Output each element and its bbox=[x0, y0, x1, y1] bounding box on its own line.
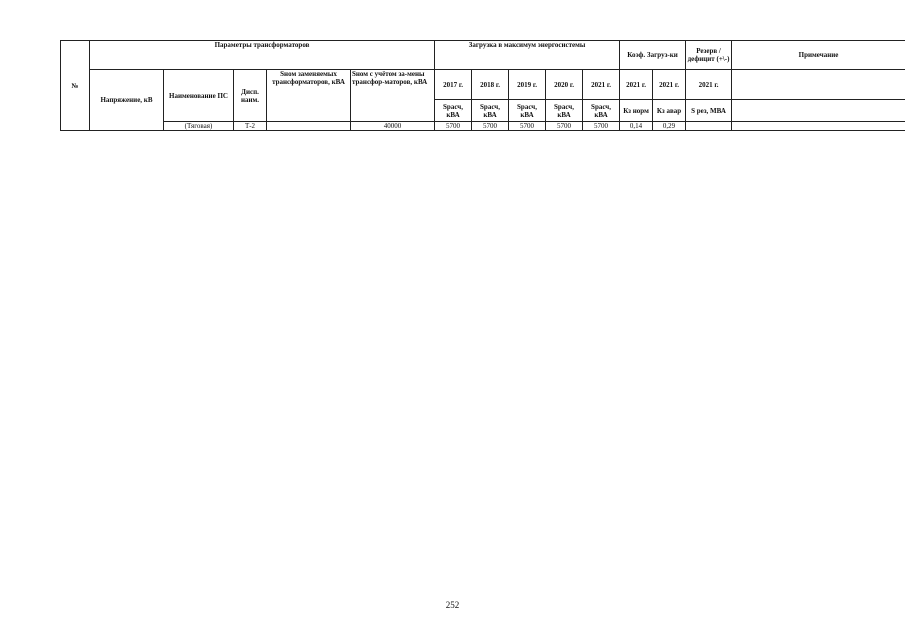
load-2018-cell: 5700 bbox=[472, 122, 509, 131]
group-load-header: Загрузка в максимум энергосистемы bbox=[435, 41, 620, 70]
transformer-table bbox=[60, 40, 905, 131]
table-row bbox=[61, 122, 905, 131]
load-2019-cell: 5700 bbox=[509, 122, 546, 131]
load-2020-cell: 5700 bbox=[546, 122, 583, 131]
col-voltage-header: Напряжение, кВ bbox=[90, 70, 164, 131]
note-empty-cell bbox=[732, 100, 905, 122]
kz-avar-cell: 0,29 bbox=[653, 122, 686, 131]
coef-year-norm-header: 2021 г. bbox=[620, 70, 653, 100]
unit-reserve: S рез, МВА bbox=[686, 100, 732, 122]
substation-cell: (Тяговая) bbox=[164, 122, 234, 131]
snom-after-cell: 40000 bbox=[351, 122, 435, 131]
col-note-header: Примечание bbox=[732, 41, 905, 70]
unit-load-2020: Sрасч, кВА bbox=[546, 100, 583, 122]
unit-load-2017: Sрасч, кВА bbox=[435, 100, 472, 122]
year-2021-header: 2021 г. bbox=[583, 70, 620, 100]
note-cell bbox=[732, 122, 905, 131]
kz-norm-cell: 0,14 bbox=[620, 122, 653, 131]
snom-replaced-cell bbox=[267, 122, 351, 131]
unit-kz-avar: Кз авар bbox=[653, 100, 686, 122]
coef-year-avar-header: 2021 г. bbox=[653, 70, 686, 100]
unit-load-2018: Sрасч, кВА bbox=[472, 100, 509, 122]
col-disp-header: Дисп. наим. bbox=[234, 70, 267, 122]
col-snom-replaced-header: Sном заменяемых трансформаторов, кВА bbox=[267, 70, 351, 122]
group-params-header: Параметры трансформаторов bbox=[90, 41, 435, 70]
col-substation-header: Наименование ПС bbox=[164, 70, 234, 122]
group-coef-header: Коэф. Загруз-ки bbox=[620, 41, 686, 70]
year-2020-header: 2020 г. bbox=[546, 70, 583, 100]
year-2017-header: 2017 г. bbox=[435, 70, 472, 100]
unit-kz-norm: Кз норм bbox=[620, 100, 653, 122]
reserve-cell bbox=[686, 122, 732, 131]
year-2018-header: 2018 г. bbox=[472, 70, 509, 100]
note-empty-cell bbox=[732, 70, 905, 100]
reserve-year-header: 2021 г. bbox=[686, 70, 732, 100]
group-reserve-header: Резерв /дефицит (+\-) bbox=[686, 41, 732, 70]
load-2017-cell: 5700 bbox=[435, 122, 472, 131]
unit-load-2021: Sрасч, кВА bbox=[583, 100, 620, 122]
disp-cell: Т-2 bbox=[234, 122, 267, 131]
col-snom-after-header: Sном с учётом за-мены трансфор-маторов, кВА bbox=[351, 70, 435, 122]
page-number: 252 bbox=[445, 600, 460, 610]
col-number-header: № bbox=[61, 41, 90, 131]
year-2019-header: 2019 г. bbox=[509, 70, 546, 100]
load-2021-cell: 5700 bbox=[583, 122, 620, 131]
unit-load-2019: Sрасч, кВА bbox=[509, 100, 546, 122]
